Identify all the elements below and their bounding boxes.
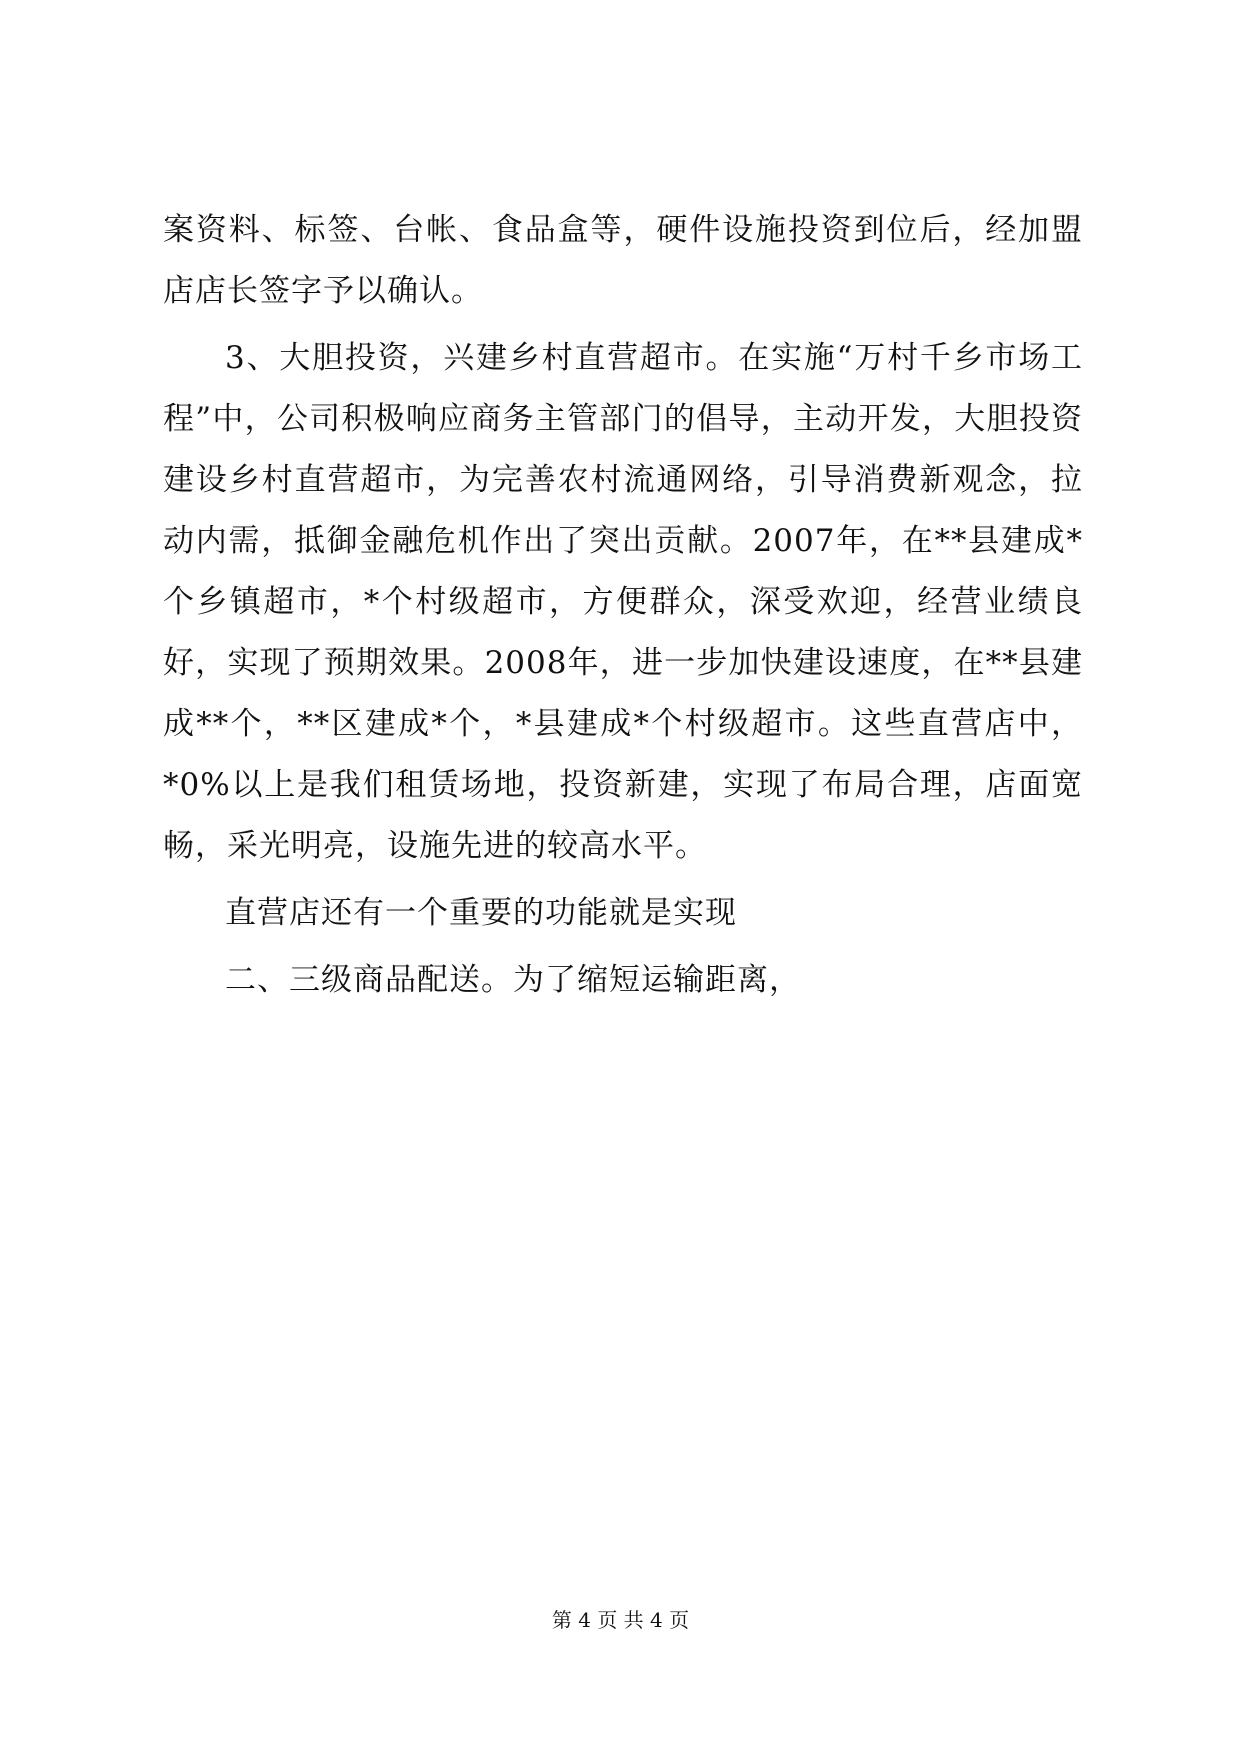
- paragraph-section-3: 3、大胆投资，兴建乡村直营超市。在实施“万村千乡市场工程”中，公司积极响应商务主管部门的倡导，主动开发，大胆投资建设乡村直营超市，为完善农村流通网络，引导消费新观念，拉动内需，抵御金融危机作出了突出贡献。2007年，在**县建成*个乡镇超市，*个村级超市，方便群众，深受欢迎，经营业绩良好，实现了预期效果。2008年，进一步加快建设速度，在**县建成**个，**区建成*个，*县建成*个村级超市。这些直营店中，*0%以上是我们租赁场地，投资新建，实现了布局合理，店面宽畅，采光明亮，设施先进的较高水平。: [163, 340, 1083, 864]
- document-body: [163, 200, 1083, 1017]
- paragraph-continued: 案资料、标签、台帐、食品盒等，硬件设施投资到位后，经加盟店店长签字予以确认。: [163, 212, 1083, 309]
- page-footer: 第 4 页 共 4 页: [551, 1608, 690, 1632]
- paragraph-section-2: 二、三级商品配送。为了缩短运输距离，: [225, 962, 801, 998]
- paragraph-direct-store: 直营店还有一个重要的功能就是实现: [225, 895, 737, 931]
